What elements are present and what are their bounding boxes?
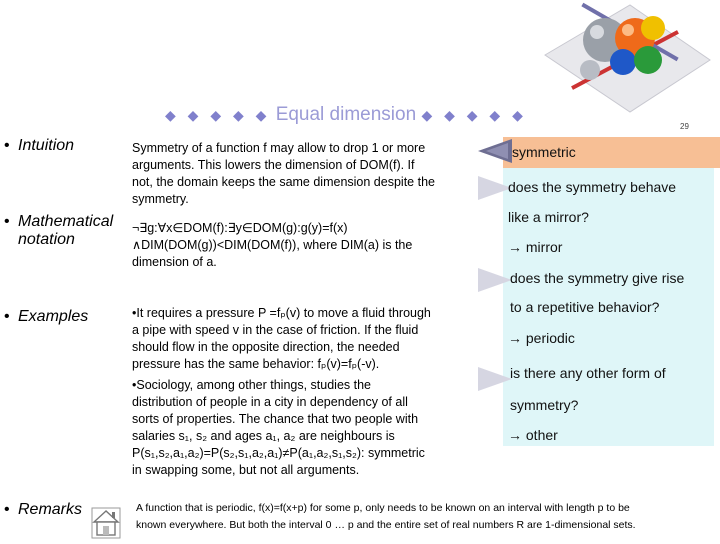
text-line: in swapping some, but not all arguments. xyxy=(132,463,360,477)
bullet: • xyxy=(4,137,10,154)
label-examples-text: Examples xyxy=(18,308,89,325)
text-line: ∧DIM(DOM(g))<DIM(DOM(f)), where DIM(a) is the xyxy=(132,238,413,252)
label-mathematical-text: Mathematical xyxy=(18,213,114,230)
title-decor-left: ◆ ◆ ◆ ◆ ◆ xyxy=(165,107,271,123)
play-triangle-icon[interactable] xyxy=(476,365,514,393)
text-line: ¬∃g:∀x∈DOM(f):∃y∈DOM(g):g(y)=f(x) xyxy=(132,221,348,235)
text-line: P(s₁,s₂,a₁,a₂)=P(s₂,s₁,a₂,a₁)≠P(a₁,a₂,s₁,s₂): symmetric xyxy=(132,446,425,460)
label-notation-text: notation xyxy=(18,231,75,248)
text-line: symmetry. xyxy=(132,192,189,206)
mirror-link[interactable]: → mirror xyxy=(508,239,563,255)
remarks-text xyxy=(136,500,716,534)
examples-text xyxy=(132,305,492,479)
back-arrow-icon[interactable] xyxy=(476,137,514,165)
page-number: 29 xyxy=(680,122,689,131)
text-line: not, the domain keeps the same dimension despite the xyxy=(132,175,435,189)
text-line: should flow in the opposite direction, the needed xyxy=(132,340,400,354)
question-other-cont: symmetry? xyxy=(510,397,579,413)
label-examples xyxy=(4,308,88,326)
text-line: arguments. This lowers the dimension of DOM(f). If xyxy=(132,158,415,172)
text-line: •Sociology, among other things, studies the xyxy=(132,378,372,392)
bullet: • xyxy=(4,308,10,325)
label-remarks-text: Remarks xyxy=(18,501,83,518)
text-line: A function that is periodic, f(x)=f(x+p) for some p, only needs to be known on an interval with length p to be xyxy=(136,502,630,514)
page-title xyxy=(165,104,545,130)
bullet: • xyxy=(4,213,10,230)
math-notation-text xyxy=(132,220,482,271)
question-periodic-cont: to a repetitive behavior? xyxy=(510,299,660,315)
question-mirror: does the symmetry behave xyxy=(508,179,677,195)
symmetric-link[interactable]: symmetric xyxy=(512,144,576,160)
label-mathematical-notation xyxy=(4,213,113,249)
intuition-text xyxy=(132,140,482,208)
text-line: dimension of a. xyxy=(132,255,217,269)
text-line: a pipe with speed v in the case of friction. If the fluid xyxy=(132,323,419,337)
home-icon[interactable] xyxy=(91,507,121,539)
text-line: salaries s₁, s₂ and ages a₁, a₂ are neighbours is xyxy=(132,429,395,443)
title-decor-right: ◆ ◆ ◆ ◆ ◆ xyxy=(421,107,527,123)
periodic-link[interactable]: → periodic xyxy=(508,330,575,346)
title-text: Equal dimension xyxy=(275,104,417,125)
label-remarks xyxy=(4,501,82,519)
label-intuition xyxy=(4,137,74,155)
other-link[interactable]: → other xyxy=(508,427,558,443)
text-line: distribution of people in a city in dependency of all xyxy=(132,395,408,409)
question-other: is there any other form of xyxy=(510,365,666,381)
text-line: pressure has the same behavior: fₚ(v)=fₚ(-v). xyxy=(132,357,380,371)
play-triangle-icon[interactable] xyxy=(476,266,514,294)
spheres-logo-icon xyxy=(535,0,720,120)
text-line: Symmetry of a function f may allow to drop 1 or more xyxy=(132,141,426,155)
text-line: •It requires a pressure P =fₚ(v) to move a fluid through xyxy=(132,306,431,320)
question-periodic: does the symmetry give rise xyxy=(510,270,685,286)
text-line: sorts of properties. The chance that two people with xyxy=(132,412,419,426)
text-line: known everywhere. But both the interval 0 … p and the entire set of real numbers R are 1-dimensional sets. xyxy=(136,519,636,531)
label-intuition-text: Intuition xyxy=(18,137,75,154)
question-mirror-cont: like a mirror? xyxy=(508,209,589,225)
bullet: • xyxy=(4,501,10,518)
